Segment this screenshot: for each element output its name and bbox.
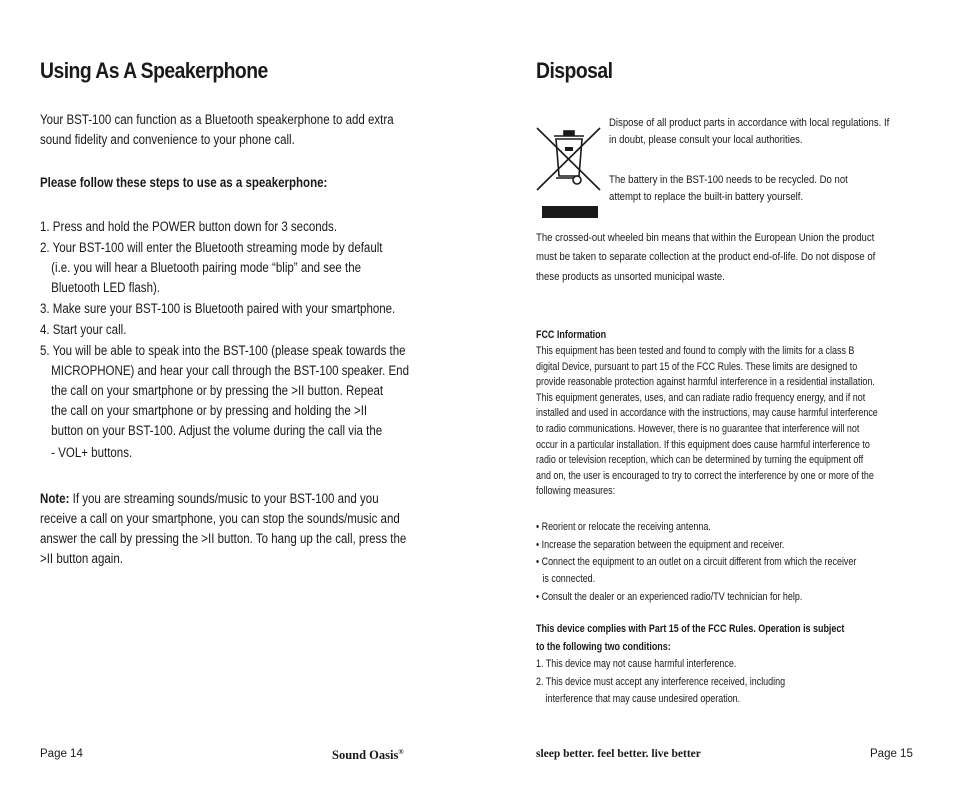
intro-line: sound fidelity and convenience to your phone call. xyxy=(40,132,295,147)
note-line: receive a call on your smartphone, you can stop the sounds/music and xyxy=(40,511,400,526)
right-page-title: Disposal xyxy=(536,58,613,83)
brand-name xyxy=(332,748,404,763)
measure-item: • Reorient or relocate the receiving antenna. xyxy=(536,521,711,533)
step-item: button on your BST-100. Adjust the volume during the call via the xyxy=(51,423,383,438)
fcc-line: digital Device, pursuant to part 15 of the FCC Rules. These limits are designed to xyxy=(536,360,858,373)
battery-line: The battery in the BST-100 needs to be recycled. Do not xyxy=(609,174,848,186)
note-block xyxy=(40,489,466,569)
fcc-line: occur in a particular installation. If this equipment does cause harmful interference to xyxy=(536,438,870,451)
bin-explanation xyxy=(536,229,940,287)
note-label: Note: xyxy=(40,491,70,506)
step-item: - VOL+ buttons. xyxy=(51,445,133,460)
step-item: MICROPHONE) and hear your call through the BST-100 speaker. End xyxy=(51,363,409,378)
battery-line: attempt to replace the built-in battery yourself. xyxy=(609,191,804,203)
step-item: 2. Your BST-100 will enter the Bluetooth streaming mode by default xyxy=(40,240,383,255)
note-text: If you are streaming sounds/music to your BST-100 and you xyxy=(69,491,379,506)
fcc-line: This equipment has been tested and found to comply with the limits for a class B xyxy=(536,345,855,357)
step-item: 5. You will be able to speak into the BST-100 (please speak towards the xyxy=(40,343,406,358)
fcc-line: and on, the user is encouraged to try to correct the interference by one or more of the xyxy=(536,469,874,482)
steps-list xyxy=(40,217,469,463)
disposal-line: Dispose of all product parts in accordance with local regulations. If xyxy=(609,117,890,129)
intro-line: Your BST-100 can function as a Bluetooth speakerphone to add extra xyxy=(40,112,394,127)
compliance-line: This device complies with Part 15 of the FCC Rules. Operation is subject xyxy=(536,623,845,635)
fcc-line: following measures: xyxy=(536,485,616,498)
fcc-line: to radio communications. However, there is no guarantee that interference will not xyxy=(536,422,860,435)
fcc-line: radio or television reception, which can be determined by turning the equipment off xyxy=(536,454,864,467)
step-item: (i.e. you will hear a Bluetooth pairing mode “blip” and see the xyxy=(51,260,362,275)
measure-item: • Consult the dealer or an experienced radio/TV technician for help. xyxy=(536,590,803,603)
bin-line: these products as unsorted municipal waste. xyxy=(536,271,725,283)
battery-text xyxy=(609,172,893,206)
measure-item: • Increase the separation between the equipment and receiver. xyxy=(536,538,785,551)
bin-line: The crossed-out wheeled bin means that within the European Union the product xyxy=(536,232,875,244)
fcc-measures xyxy=(536,519,936,607)
fcc-line: This equipment generates, uses, and can radiate radio frequency energy, and if not xyxy=(536,391,866,404)
note-line: answer the call by pressing the >II button. To hang up the call, press the xyxy=(40,531,407,546)
note-line xyxy=(40,489,406,509)
fcc-heading: FCC Information xyxy=(536,329,607,341)
measure-item: is connected. xyxy=(542,572,596,585)
fcc-line: provide reasonable protection against harmful interference in a residential installation. xyxy=(536,376,875,389)
brand-text: Sound Oasis xyxy=(332,748,399,763)
note-line: >II button again. xyxy=(40,551,123,566)
condition-item: interference that may cause undesired operation. xyxy=(545,693,741,705)
crossed-out-bin-icon xyxy=(534,122,604,220)
condition-item: 1. This device may not cause harmful interference. xyxy=(536,658,737,670)
measure-item: • Connect the equipment to an outlet on a circuit different from which the receiver xyxy=(536,556,857,568)
step-item: Bluetooth LED flash). xyxy=(51,280,161,295)
condition-item: 2. This device must accept any interference received, including xyxy=(536,675,786,688)
tagline: sleep better. feel better. live better xyxy=(536,748,701,760)
fcc-body xyxy=(536,344,954,500)
page-number-right: Page 15 xyxy=(870,748,913,760)
speakerphone-intro xyxy=(40,110,451,150)
step-item: 3. Make sure your BST-100 is Bluetooth paired with your smartphone. xyxy=(40,301,396,316)
page-number-left: Page 14 xyxy=(40,748,83,760)
conditions-list xyxy=(536,656,847,709)
registered-mark: ® xyxy=(398,748,404,756)
left-page-title: Using As A Speakerphone xyxy=(40,58,268,83)
disposal-text xyxy=(609,115,943,149)
compliance-line: to the following two conditions: xyxy=(536,640,671,653)
steps-heading: Please follow these steps to use as a speakerphone: xyxy=(40,175,328,190)
fcc-line: installed and used in accordance with the instructions, may cause harmful interference xyxy=(536,407,878,420)
disposal-line: in doubt, please consult your local authorities. xyxy=(609,134,803,146)
step-item: 1. Press and hold the POWER button down for 3 seconds. xyxy=(40,219,338,234)
bin-line: must be taken to separate collection at the product end-of-life. Do not dispose of xyxy=(536,251,876,263)
step-item: the call on your smartphone or by pressing and holding the >II xyxy=(51,403,368,418)
step-item: the call on your smartphone or by pressing the >II button. Repeat xyxy=(51,383,384,398)
step-item: 4. Start your call. xyxy=(40,322,127,337)
compliance-heading xyxy=(536,621,921,656)
